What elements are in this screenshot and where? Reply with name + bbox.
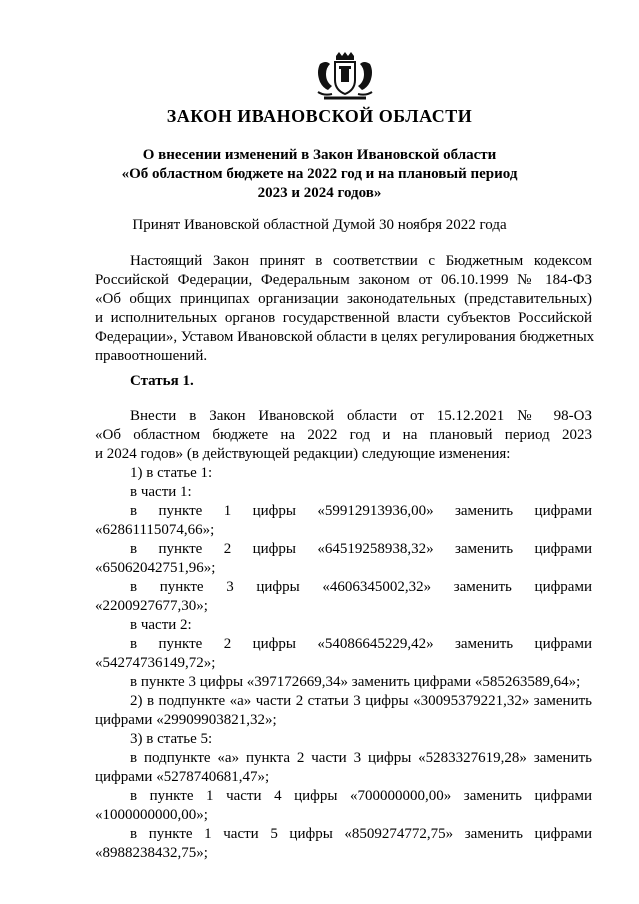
- article-line: «54274736149,72»;: [95, 655, 216, 671]
- article-line: в части 1:: [130, 484, 192, 500]
- adoption-date-line: Принят Ивановской областной Думой 30 ноября 2022 года: [132, 217, 507, 233]
- article-line: цифрами «5278740681,47»;: [95, 769, 270, 785]
- article-line: в части 2:: [130, 617, 192, 633]
- article-line: Внести в Закон Ивановской области от 15.12.2021 № 98-ОЗ: [130, 408, 592, 424]
- article-line: в пункте 2 цифры «64519258938,32» заменить цифрами: [130, 541, 592, 557]
- preamble-line: правоотношений.: [95, 348, 208, 364]
- article-heading: Статья 1.: [130, 373, 194, 389]
- article-line: «62861115074,66»;: [95, 522, 215, 538]
- document-subtitle-line-2: «Об областном бюджете на 2022 год и на плановый период: [121, 166, 518, 182]
- article-line: «1000000000,00»;: [95, 807, 208, 823]
- document-subtitle-line-3: 2023 и 2024 годов»: [257, 185, 382, 201]
- article-line: 2) в подпункте «а» части 2 статьи 3 цифры «30095379221,32» заменить: [130, 693, 592, 709]
- article-line: в пункте 1 части 5 цифры «8509274772,75» заменить цифрами: [130, 826, 592, 842]
- preamble-line: «Об общих принципах организации законодательных (представительных): [95, 291, 592, 307]
- article-line: в пункте 2 цифры «54086645229,42» заменить цифрами: [130, 636, 592, 652]
- coat-of-arms-emblem: [314, 52, 376, 102]
- document-subtitle-line-1: О внесении изменений в Закон Ивановской области: [142, 147, 497, 163]
- article-line: цифрами «29909903821,32»;: [95, 712, 277, 728]
- article-line: «2200927677,30»;: [95, 598, 208, 614]
- article-line: в пункте 1 части 4 цифры «700000000,00» заменить цифрами: [130, 788, 592, 804]
- article-line: «Об областном бюджете на 2022 год и на плановый период 2023: [95, 427, 592, 443]
- preamble-line: Настоящий Закон принят в соответствии с Бюджетным кодексом: [130, 253, 592, 269]
- article-line: в подпункте «а» пункта 2 части 3 цифры «5283327619,28» заменить: [130, 750, 592, 766]
- preamble-line: Российской Федерации, Федеральным законом от 06.10.1999 № 184-ФЗ: [95, 272, 592, 288]
- article-line: и 2024 годов» (в действующей редакции) следующие изменения:: [95, 446, 511, 462]
- article-line: в пункте 1 цифры «59912913936,00» заменить цифрами: [130, 503, 592, 519]
- article-line: «8988238432,75»;: [95, 845, 208, 861]
- preamble-line: Федерации», Уставом Ивановской области в целях регулирования бюджетных: [95, 329, 595, 345]
- preamble-line: и исполнительных органов государственной власти субъектов Российской: [95, 310, 592, 326]
- article-line: в пункте 3 цифры «397172669,34» заменить цифрами «585263589,64»;: [130, 674, 581, 690]
- document-title: ЗАКОН ИВАНОВСКОЙ ОБЛАСТИ: [166, 106, 473, 126]
- article-line: в пункте 3 цифры «4606345002,32» заменить цифрами: [130, 579, 592, 595]
- article-line: «65062042751,96»;: [95, 560, 216, 576]
- article-line: 3) в статье 5:: [130, 731, 213, 747]
- article-line: 1) в статье 1:: [130, 465, 213, 481]
